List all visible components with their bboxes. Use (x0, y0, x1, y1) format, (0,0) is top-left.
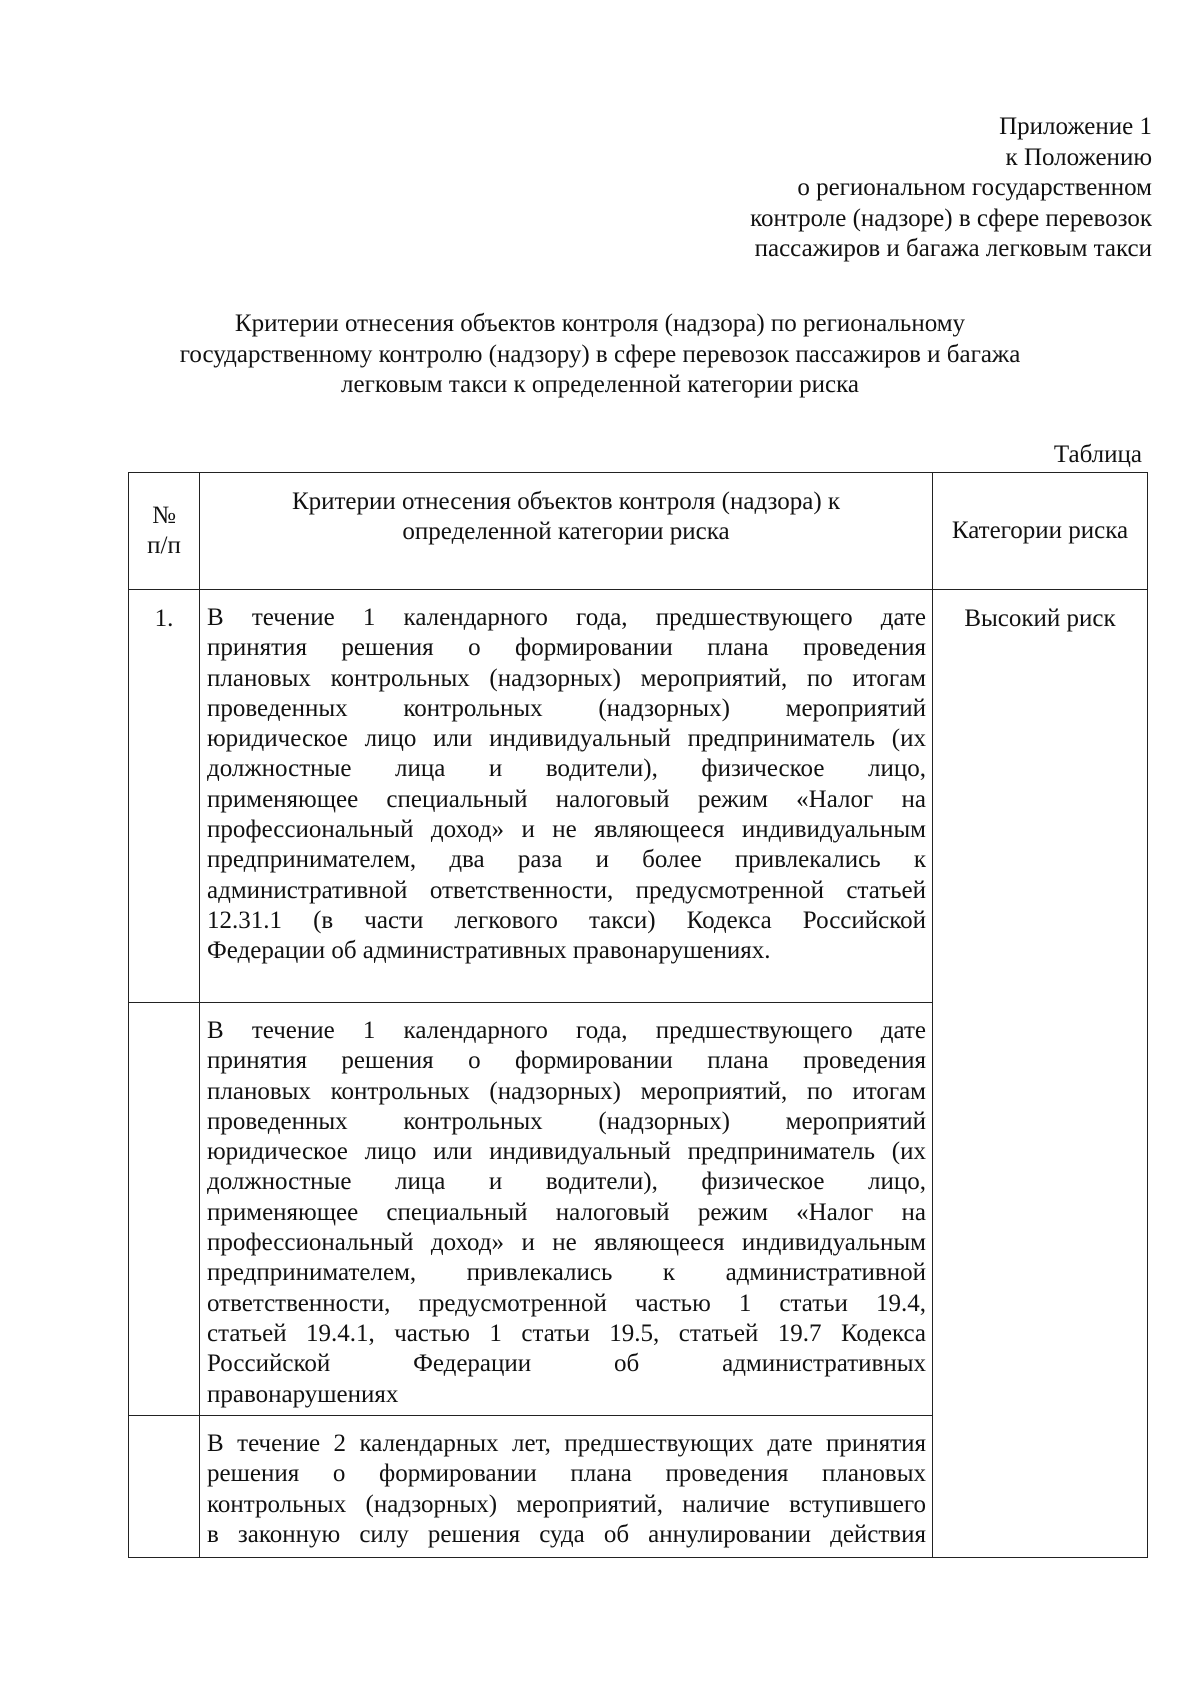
criteria-line: должностные лица и водители), физическое лицо, (207, 1168, 926, 1196)
criteria-line: принятия решения о формировании плана проведения (207, 634, 926, 662)
criteria-line: решения о формировании плана проведения плановых (207, 1460, 926, 1488)
criteria-line: применяющее специальный налоговый режим «Налог на (207, 1198, 926, 1226)
criteria-line: 12.31.1 (в части легкового такси) Кодекса Российской (207, 906, 926, 934)
appendix-line: о региональном государственном (797, 174, 1152, 201)
criteria-line: ответственности, предусмотренной частью 1 статьи 19.4, (207, 1289, 926, 1317)
criteria-line: административной ответственности, предусмотренной статьей (207, 876, 926, 904)
title-line: легковым такси к определенной категории риска (341, 371, 859, 398)
header-number-symbol: № (152, 502, 176, 529)
criteria-cell (200, 590, 933, 1003)
header-number-cell (129, 473, 200, 590)
criteria-line: юридическое лицо или индивидуальный предприниматель (их (207, 1138, 926, 1166)
criteria-line: В течение 1 календарного года, предшествующего дате (207, 1017, 926, 1044)
criteria-line: юридическое лицо или индивидуальный предприниматель (их (207, 725, 926, 753)
criteria-text (200, 1003, 932, 1410)
criteria-line: профессиональный доход» и не являющееся индивидуальным (207, 816, 926, 844)
header-risk-cell: Категории риска (933, 473, 1148, 590)
criteria-line: в законную силу решения суда об аннулировании действия (207, 1520, 926, 1548)
row-number-cell: 1. (129, 590, 200, 1003)
criteria-line: правонарушениях (207, 1380, 399, 1408)
appendix-line: пассажиров и багажа легковым такси (754, 235, 1152, 262)
table-header-row (129, 473, 1148, 590)
criteria-line: должностные лица и водители), физическое лицо, (207, 755, 926, 783)
criteria-cell (200, 1416, 933, 1558)
title-line: государственному контролю (надзору) в сфере перевозок пассажиров и багажа (179, 340, 1021, 368)
risk-category-cell: Высокий риск (933, 590, 1148, 1558)
risk-criteria-table (128, 472, 1148, 1558)
criteria-text (200, 1416, 932, 1550)
criteria-line: предпринимателем, два раза и более привлекались к (207, 846, 926, 874)
document-title (100, 309, 1100, 401)
criteria-line: профессиональный доход» и не являющееся индивидуальным (207, 1229, 926, 1257)
appendix-header (592, 112, 1152, 265)
header-criteria-line: определенной категории риска (402, 518, 730, 546)
header-criteria-line: Критерии отнесения объектов контроля (надзора) к (291, 488, 841, 515)
criteria-line: проведенных контрольных (надзорных) мероприятий (207, 694, 926, 722)
criteria-line: плановых контрольных (надзорных) мероприятий, по итогам (207, 1077, 926, 1105)
criteria-line: применяющее специальный налоговый режим «Налог на (207, 785, 926, 813)
row-number-cell (129, 1416, 200, 1558)
criteria-line: контрольных (надзорных) мероприятий, наличие вступившего (207, 1490, 926, 1518)
header-criteria-cell (200, 473, 933, 590)
criteria-line: Российской Федерации об административных (207, 1350, 926, 1378)
table-caption: Таблица (1053, 441, 1142, 468)
criteria-cell (200, 1003, 933, 1416)
criteria-line: Федерации об административных правонарушениях. (207, 937, 771, 965)
title-line: Критерии отнесения объектов контроля (надзора) по региональному (234, 310, 966, 337)
criteria-line: статьей 19.4.1, частью 1 статьи 19.5, статьей 19.7 Кодекса (207, 1319, 926, 1347)
table-row (129, 590, 1148, 1003)
header-number-label: п/п (147, 532, 181, 559)
criteria-line: В течение 1 календарного года, предшествующего дате (207, 604, 926, 631)
appendix-line: контроле (надзоре) в сфере перевозок (750, 204, 1152, 232)
row-number-cell (129, 1003, 200, 1416)
appendix-line: к Положению (1005, 143, 1152, 171)
criteria-text (200, 590, 932, 967)
criteria-line: В течение 2 календарных лет, предшествующих дате принятия (207, 1430, 926, 1457)
appendix-line: Приложение 1 (999, 113, 1152, 140)
criteria-line: проведенных контрольных (надзорных) мероприятий (207, 1107, 926, 1135)
criteria-line: принятия решения о формировании плана проведения (207, 1047, 926, 1075)
criteria-line: плановых контрольных (надзорных) мероприятий, по итогам (207, 664, 926, 692)
criteria-line: предпринимателем, привлекались к административной (207, 1259, 926, 1287)
